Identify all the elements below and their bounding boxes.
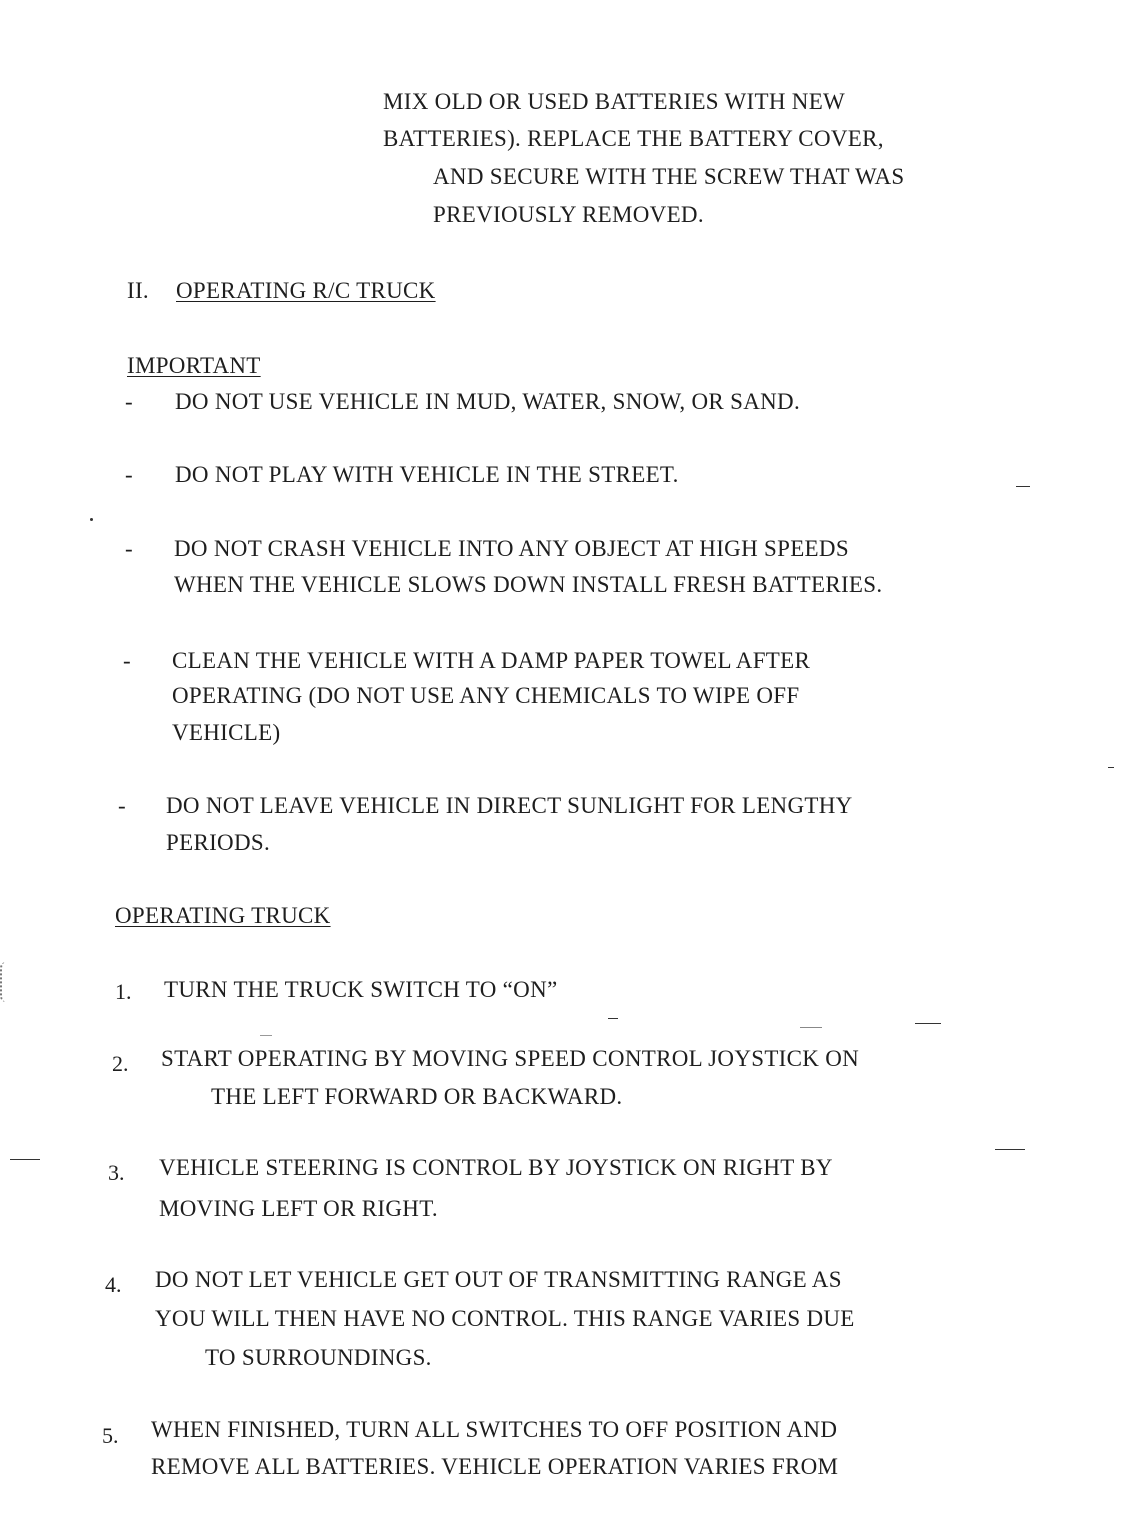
operating-heading: OPERATING TRUCK: [115, 903, 331, 928]
intro-line-1: MIX OLD OR USED BATTERIES WITH NEW: [383, 89, 846, 114]
bullet-marker: -: [123, 648, 131, 673]
step-1-line-1: TURN THE TRUCK SWITCH TO “ON”: [164, 977, 558, 1002]
step-number: 3.: [108, 1160, 125, 1185]
step-number: 4.: [105, 1272, 122, 1297]
important-heading: IMPORTANT: [127, 353, 261, 378]
scan-mark: [1016, 486, 1030, 487]
important-item-3-line-2: WHEN THE VEHICLE SLOWS DOWN INSTALL FRESH BATTERIES.: [174, 572, 883, 597]
step-4-line-2: YOU WILL THEN HAVE NO CONTROL. THIS RANGE VARIES DUE: [155, 1306, 855, 1331]
scan-mark: [260, 1035, 272, 1036]
step-2-line-1: START OPERATING BY MOVING SPEED CONTROL JOYSTICK ON: [161, 1046, 860, 1071]
scan-smudge: [0, 962, 32, 1002]
important-item-3-line-1: DO NOT CRASH VEHICLE INTO ANY OBJECT AT HIGH SPEEDS: [174, 536, 849, 561]
step-5-line-2: REMOVE ALL BATTERIES. VEHICLE OPERATION VARIES FROM: [151, 1454, 839, 1479]
section-title: OPERATING R/C TRUCK: [176, 278, 436, 303]
intro-line-4: PREVIOUSLY REMOVED.: [433, 202, 704, 227]
scan-mark: [915, 1023, 941, 1024]
step-number: 5.: [102, 1423, 119, 1448]
step-3-line-1: VEHICLE STEERING IS CONTROL BY JOYSTICK ON RIGHT BY: [159, 1155, 833, 1180]
scan-mark: [995, 1149, 1025, 1150]
important-item-4-line-3: VEHICLE): [172, 720, 281, 745]
bullet-marker: -: [118, 793, 126, 818]
bullet-marker: -: [125, 536, 133, 561]
scan-speck: [90, 518, 93, 521]
step-3-line-2: MOVING LEFT OR RIGHT.: [159, 1196, 438, 1221]
bullet-marker: -: [125, 462, 133, 487]
section-number: II.: [127, 278, 149, 303]
intro-line-2: BATTERIES). REPLACE THE BATTERY COVER,: [383, 126, 884, 151]
important-item-5-line-1: DO NOT LEAVE VEHICLE IN DIRECT SUNLIGHT FOR LENGTHY: [166, 793, 853, 818]
step-number: 2.: [112, 1051, 129, 1076]
intro-line-3: AND SECURE WITH THE SCREW THAT WAS: [433, 164, 905, 189]
scan-mark: [10, 1159, 40, 1160]
important-item-1-line-1: DO NOT USE VEHICLE IN MUD, WATER, SNOW, OR SAND.: [175, 389, 800, 414]
step-2-line-2: THE LEFT FORWARD OR BACKWARD.: [211, 1084, 623, 1109]
scan-mark: [608, 1018, 618, 1019]
important-item-4-line-2: OPERATING (DO NOT USE ANY CHEMICALS TO WIPE OFF: [172, 683, 800, 708]
scan-mark: [1108, 767, 1114, 768]
important-item-5-line-2: PERIODS.: [166, 830, 271, 855]
important-item-2-line-1: DO NOT PLAY WITH VEHICLE IN THE STREET.: [175, 462, 679, 487]
scan-mark: [800, 1027, 822, 1028]
important-item-4-line-1: CLEAN THE VEHICLE WITH A DAMP PAPER TOWEL AFTER: [172, 648, 811, 673]
step-number: 1.: [115, 979, 132, 1004]
step-4-line-1: DO NOT LET VEHICLE GET OUT OF TRANSMITTING RANGE AS: [155, 1267, 842, 1292]
step-5-line-1: WHEN FINISHED, TURN ALL SWITCHES TO OFF POSITION AND: [151, 1417, 838, 1442]
step-4-line-3: TO SURROUNDINGS.: [205, 1345, 432, 1370]
bullet-marker: -: [125, 389, 133, 414]
